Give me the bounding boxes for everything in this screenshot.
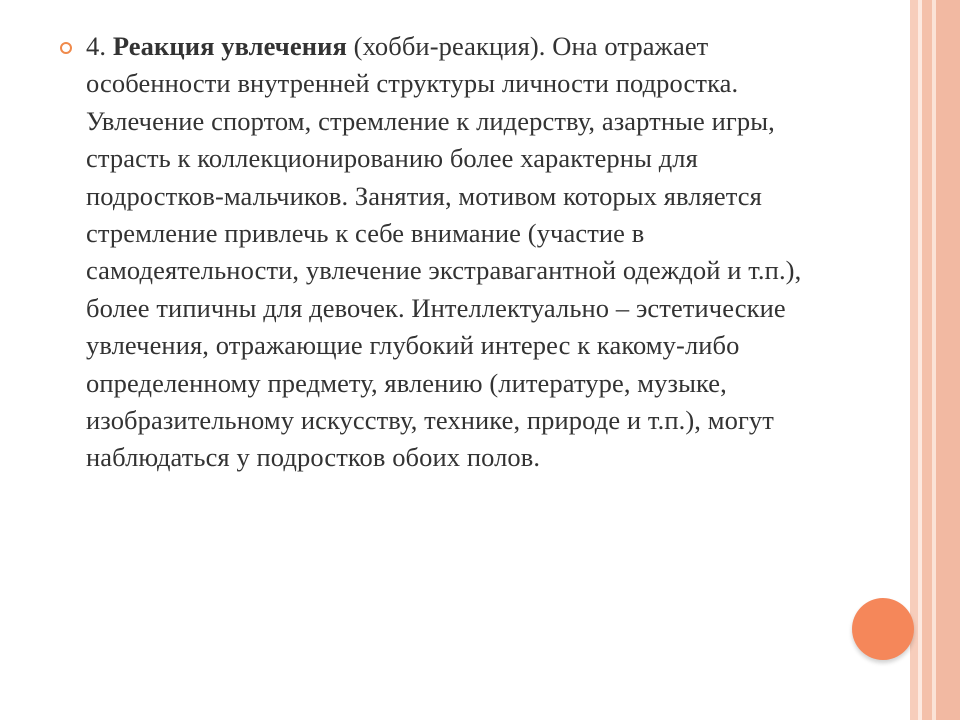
bullet-title: Реакция увлечения	[112, 31, 347, 61]
orange-circle-icon	[852, 598, 914, 660]
slide-content	[60, 28, 840, 477]
stripe-band	[910, 0, 918, 720]
stripe-band	[922, 0, 932, 720]
bullet-text	[86, 28, 840, 477]
bullet-body: (хобби-реакция). Она отражает особенности внутренней структуры личности подростка. Увлечение спортом, стремление к лидерству, азартные игры, страсть к коллекционированию более характерны для подростков-мальчиков. Занятия, мотивом которых является стремление привлечь к себе внимание (участие в самодеятельности, увлечение экстравагантной одеждой и т.п.), более типичны для девочек. Интеллектуально – эстетические увлечения, отражающие глубокий интерес к какому-либо определенному предмету, явлению (литературе, музыке, изобразительному искусству, технике, природе и т.п.), могут наблюдаться у подростков обоих полов.	[86, 31, 802, 473]
bullet-number: 4.	[86, 31, 107, 61]
stripe-band	[936, 0, 960, 720]
bullet-circle-icon	[60, 42, 72, 54]
bullet-item	[60, 28, 840, 477]
right-decorative-stripes	[910, 0, 960, 720]
